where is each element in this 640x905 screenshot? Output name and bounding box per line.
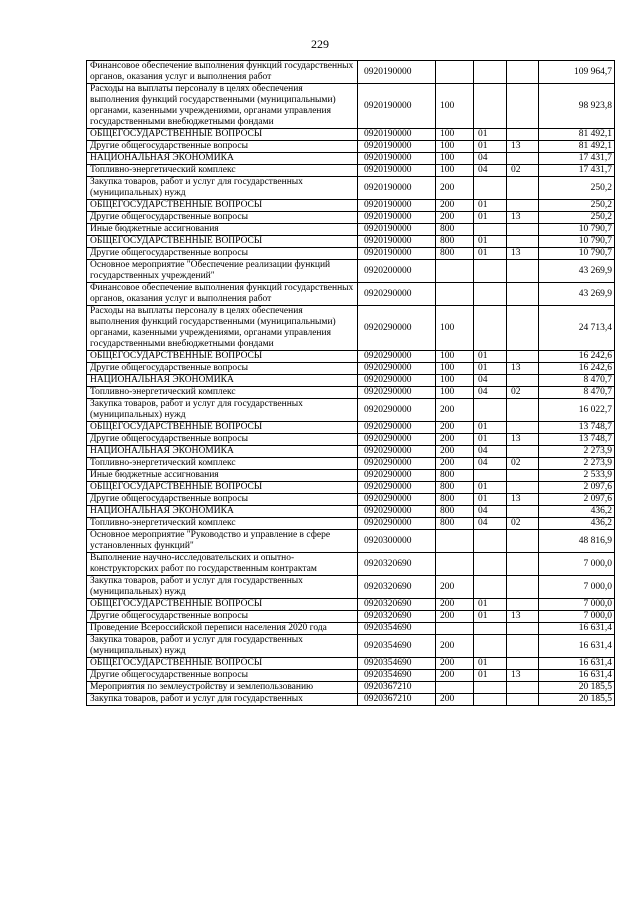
cell-name: Другие общегосударственные вопросы	[87, 670, 358, 682]
cell-subsection	[507, 399, 539, 422]
cell-subsection	[507, 260, 539, 283]
cell-section: 01	[474, 248, 507, 260]
cell-target-code: 0920290000	[358, 387, 436, 399]
cell-subsection: 13	[507, 434, 539, 446]
table-row	[87, 494, 615, 506]
cell-section: 01	[474, 351, 507, 363]
cell-expense-type	[436, 61, 474, 84]
cell-amount: 48 816,9	[539, 530, 615, 553]
cell-section: 04	[474, 387, 507, 399]
cell-expense-type: 800	[436, 494, 474, 506]
cell-expense-type: 100	[436, 387, 474, 399]
table-row	[87, 306, 615, 351]
cell-section: 01	[474, 363, 507, 375]
cell-expense-type: 200	[436, 212, 474, 224]
cell-section	[474, 682, 507, 694]
cell-section: 01	[474, 141, 507, 153]
cell-target-code: 0920190000	[358, 236, 436, 248]
table-row	[87, 399, 615, 422]
cell-name: Топливно-энергетический комплекс	[87, 518, 358, 530]
cell-target-code: 0920354690	[358, 670, 436, 682]
cell-name: Топливно-энергетический комплекс	[87, 387, 358, 399]
cell-name: Финансовое обеспечение выполнения функций государственных органов, оказания услуг и выполнения работ	[87, 283, 358, 306]
cell-target-code: 0920190000	[358, 165, 436, 177]
cell-target-code: 0920190000	[358, 84, 436, 129]
cell-target-code: 0920190000	[358, 212, 436, 224]
cell-expense-type	[436, 530, 474, 553]
cell-target-code: 0920290000	[358, 306, 436, 351]
cell-target-code: 0920190000	[358, 129, 436, 141]
table-row	[87, 351, 615, 363]
cell-name: Проведение Всероссийской переписи населения 2020 года	[87, 623, 358, 635]
cell-name: Закупка товаров, работ и услуг для государственных	[87, 694, 358, 706]
cell-target-code: 0920190000	[358, 177, 436, 200]
cell-subsection: 02	[507, 518, 539, 530]
table-row	[87, 224, 615, 236]
cell-section	[474, 470, 507, 482]
cell-section: 01	[474, 200, 507, 212]
table-row	[87, 506, 615, 518]
cell-amount: 13 748,7	[539, 422, 615, 434]
cell-target-code: 0920290000	[358, 494, 436, 506]
cell-expense-type: 200	[436, 434, 474, 446]
table-row	[87, 283, 615, 306]
cell-section: 01	[474, 422, 507, 434]
cell-expense-type: 200	[436, 635, 474, 658]
cell-expense-type: 200	[436, 200, 474, 212]
cell-section	[474, 224, 507, 236]
table-row	[87, 670, 615, 682]
cell-target-code: 0920290000	[358, 363, 436, 375]
cell-name: Расходы на выплаты персоналу в целях обеспечения выполнения функций государственными (муниципальными) органами, казенными учреждениями, органами управления государственными внебюджетными фондами	[87, 84, 358, 129]
cell-target-code: 0920290000	[358, 422, 436, 434]
cell-name: ОБЩЕГОСУДАРСТВЕННЫЕ ВОПРОСЫ	[87, 236, 358, 248]
table-row	[87, 599, 615, 611]
cell-subsection	[507, 576, 539, 599]
cell-name: Иные бюджетные ассигнования	[87, 470, 358, 482]
cell-target-code: 0920290000	[358, 434, 436, 446]
table-row	[87, 422, 615, 434]
cell-section: 04	[474, 446, 507, 458]
table-row	[87, 375, 615, 387]
cell-expense-type	[436, 682, 474, 694]
cell-name: Другие общегосударственные вопросы	[87, 212, 358, 224]
cell-expense-type: 800	[436, 470, 474, 482]
cell-section	[474, 399, 507, 422]
cell-target-code: 0920190000	[358, 224, 436, 236]
cell-amount: 20 185,5	[539, 694, 615, 706]
cell-target-code: 0920190000	[358, 141, 436, 153]
cell-target-code: 0920290000	[358, 470, 436, 482]
cell-target-code: 0920290000	[358, 482, 436, 494]
table-row	[87, 470, 615, 482]
cell-expense-type: 100	[436, 375, 474, 387]
cell-amount: 17 431,7	[539, 153, 615, 165]
table-row	[87, 200, 615, 212]
cell-subsection	[507, 351, 539, 363]
table-row	[87, 177, 615, 200]
cell-amount: 43 269,9	[539, 260, 615, 283]
cell-amount: 2 097,6	[539, 482, 615, 494]
table-row	[87, 260, 615, 283]
cell-expense-type	[436, 553, 474, 576]
cell-section: 01	[474, 611, 507, 623]
cell-subsection	[507, 177, 539, 200]
cell-name: Расходы на выплаты персоналу в целях обеспечения выполнения функций государственными (муниципальными) органами, казенными учреждениями, органами управления государственными внебюджетными фондами	[87, 306, 358, 351]
cell-expense-type: 800	[436, 236, 474, 248]
cell-amount: 20 185,5	[539, 682, 615, 694]
table-row	[87, 682, 615, 694]
cell-expense-type	[436, 623, 474, 635]
cell-subsection	[507, 375, 539, 387]
cell-amount: 8 470,7	[539, 375, 615, 387]
cell-expense-type	[436, 260, 474, 283]
table-row	[87, 248, 615, 260]
cell-subsection	[507, 682, 539, 694]
cell-expense-type: 100	[436, 363, 474, 375]
table-row	[87, 482, 615, 494]
cell-expense-type: 200	[436, 177, 474, 200]
cell-section: 04	[474, 375, 507, 387]
cell-section	[474, 61, 507, 84]
cell-section	[474, 283, 507, 306]
cell-subsection	[507, 623, 539, 635]
cell-section	[474, 694, 507, 706]
cell-amount: 2 533,9	[539, 470, 615, 482]
cell-expense-type: 100	[436, 84, 474, 129]
cell-expense-type: 200	[436, 658, 474, 670]
cell-amount: 16 631,4	[539, 623, 615, 635]
cell-amount: 436,2	[539, 506, 615, 518]
table-row	[87, 446, 615, 458]
cell-amount: 436,2	[539, 518, 615, 530]
table-row	[87, 434, 615, 446]
cell-section	[474, 553, 507, 576]
cell-target-code: 0920200000	[358, 260, 436, 283]
cell-subsection	[507, 84, 539, 129]
cell-section	[474, 635, 507, 658]
cell-section	[474, 306, 507, 351]
table-row	[87, 553, 615, 576]
cell-amount: 16 631,4	[539, 635, 615, 658]
cell-subsection	[507, 153, 539, 165]
cell-target-code: 0920367210	[358, 682, 436, 694]
cell-target-code: 0920354690	[358, 658, 436, 670]
cell-section	[474, 260, 507, 283]
cell-target-code: 0920190000	[358, 61, 436, 84]
cell-name: Другие общегосударственные вопросы	[87, 434, 358, 446]
table-row	[87, 611, 615, 623]
cell-name: Другие общегосударственные вопросы	[87, 363, 358, 375]
budget-table	[86, 60, 615, 706]
cell-section: 04	[474, 153, 507, 165]
cell-section: 01	[474, 658, 507, 670]
cell-subsection	[507, 482, 539, 494]
table-row	[87, 212, 615, 224]
cell-section: 01	[474, 599, 507, 611]
cell-name: Основное мероприятие "Руководство и управление в сфере установленных функций"	[87, 530, 358, 553]
table-row	[87, 694, 615, 706]
cell-subsection	[507, 599, 539, 611]
cell-subsection	[507, 422, 539, 434]
cell-target-code: 0920290000	[358, 458, 436, 470]
cell-target-code: 0920320690	[358, 611, 436, 623]
cell-expense-type: 200	[436, 611, 474, 623]
cell-section: 01	[474, 670, 507, 682]
cell-amount: 250,2	[539, 177, 615, 200]
cell-section: 04	[474, 165, 507, 177]
cell-expense-type: 100	[436, 306, 474, 351]
cell-section: 01	[474, 434, 507, 446]
cell-amount: 16 631,4	[539, 670, 615, 682]
cell-name: ОБЩЕГОСУДАРСТВЕННЫЕ ВОПРОСЫ	[87, 599, 358, 611]
cell-expense-type: 200	[436, 599, 474, 611]
cell-amount: 16 242,6	[539, 351, 615, 363]
table-row	[87, 658, 615, 670]
cell-name: Топливно-энергетический комплекс	[87, 165, 358, 177]
cell-target-code: 0920290000	[358, 375, 436, 387]
cell-section: 04	[474, 506, 507, 518]
cell-subsection	[507, 694, 539, 706]
cell-target-code: 0920320690	[358, 599, 436, 611]
cell-name: Другие общегосударственные вопросы	[87, 611, 358, 623]
cell-name: Иные бюджетные ассигнования	[87, 224, 358, 236]
cell-target-code: 0920354690	[358, 635, 436, 658]
cell-target-code: 0920320690	[358, 553, 436, 576]
cell-subsection	[507, 61, 539, 84]
cell-subsection	[507, 306, 539, 351]
cell-expense-type: 200	[436, 422, 474, 434]
cell-target-code: 0920190000	[358, 248, 436, 260]
cell-subsection: 13	[507, 363, 539, 375]
cell-subsection	[507, 553, 539, 576]
cell-amount: 7 000,0	[539, 611, 615, 623]
cell-expense-type: 800	[436, 224, 474, 236]
cell-expense-type: 800	[436, 518, 474, 530]
cell-target-code: 0920190000	[358, 153, 436, 165]
cell-subsection	[507, 236, 539, 248]
cell-amount: 10 790,7	[539, 224, 615, 236]
cell-name: Закупка товаров, работ и услуг для государственных (муниципальных) нужд	[87, 399, 358, 422]
cell-name: Закупка товаров, работ и услуг для государственных (муниципальных) нужд	[87, 576, 358, 599]
cell-expense-type: 800	[436, 248, 474, 260]
cell-amount: 16 242,6	[539, 363, 615, 375]
cell-subsection	[507, 658, 539, 670]
cell-expense-type: 100	[436, 141, 474, 153]
cell-subsection	[507, 530, 539, 553]
cell-subsection	[507, 506, 539, 518]
cell-subsection	[507, 200, 539, 212]
cell-amount: 81 492,1	[539, 141, 615, 153]
cell-amount: 250,2	[539, 212, 615, 224]
cell-expense-type: 200	[436, 446, 474, 458]
table-row	[87, 635, 615, 658]
cell-name: Закупка товаров, работ и услуг для государственных (муниципальных) нужд	[87, 635, 358, 658]
cell-amount: 13 748,7	[539, 434, 615, 446]
cell-target-code: 0920290000	[358, 283, 436, 306]
cell-amount: 16 022,7	[539, 399, 615, 422]
cell-target-code: 0920190000	[358, 200, 436, 212]
cell-subsection	[507, 129, 539, 141]
cell-subsection: 02	[507, 165, 539, 177]
cell-subsection: 02	[507, 458, 539, 470]
cell-expense-type: 100	[436, 351, 474, 363]
table-row	[87, 165, 615, 177]
cell-name: ОБЩЕГОСУДАРСТВЕННЫЕ ВОПРОСЫ	[87, 422, 358, 434]
cell-amount: 2 273,9	[539, 446, 615, 458]
table-row	[87, 518, 615, 530]
cell-subsection: 13	[507, 611, 539, 623]
table-row	[87, 530, 615, 553]
cell-name: НАЦИОНАЛЬНАЯ ЭКОНОМИКА	[87, 446, 358, 458]
cell-subsection: 13	[507, 212, 539, 224]
cell-name: Мероприятия по землеустройству и землепользованию	[87, 682, 358, 694]
cell-section: 01	[474, 129, 507, 141]
cell-name: Финансовое обеспечение выполнения функций государственных органов, оказания услуг и выполнения работ	[87, 61, 358, 84]
cell-amount: 10 790,7	[539, 248, 615, 260]
cell-amount: 8 470,7	[539, 387, 615, 399]
cell-expense-type: 200	[436, 458, 474, 470]
cell-expense-type: 200	[436, 399, 474, 422]
table-row	[87, 623, 615, 635]
cell-target-code: 0920367210	[358, 694, 436, 706]
table-row	[87, 129, 615, 141]
cell-amount: 7 000,0	[539, 599, 615, 611]
cell-amount: 109 964,7	[539, 61, 615, 84]
cell-name: ОБЩЕГОСУДАРСТВЕННЫЕ ВОПРОСЫ	[87, 658, 358, 670]
cell-name: НАЦИОНАЛЬНАЯ ЭКОНОМИКА	[87, 375, 358, 387]
cell-section: 01	[474, 212, 507, 224]
cell-subsection: 13	[507, 141, 539, 153]
cell-subsection: 02	[507, 387, 539, 399]
cell-name: ОБЩЕГОСУДАРСТВЕННЫЕ ВОПРОСЫ	[87, 129, 358, 141]
cell-section: 01	[474, 482, 507, 494]
cell-target-code: 0920290000	[358, 446, 436, 458]
cell-target-code: 0920290000	[358, 518, 436, 530]
cell-amount: 7 000,0	[539, 553, 615, 576]
cell-amount: 81 492,1	[539, 129, 615, 141]
cell-amount: 98 923,8	[539, 84, 615, 129]
cell-target-code: 0920290000	[358, 399, 436, 422]
table-row	[87, 236, 615, 248]
cell-subsection	[507, 470, 539, 482]
cell-target-code: 0920320690	[358, 576, 436, 599]
cell-expense-type: 100	[436, 129, 474, 141]
table-row	[87, 576, 615, 599]
cell-name: ОБЩЕГОСУДАРСТВЕННЫЕ ВОПРОСЫ	[87, 200, 358, 212]
cell-name: Другие общегосударственные вопросы	[87, 248, 358, 260]
cell-section: 04	[474, 518, 507, 530]
cell-expense-type	[436, 283, 474, 306]
cell-subsection: 13	[507, 670, 539, 682]
table-row	[87, 363, 615, 375]
cell-section	[474, 623, 507, 635]
cell-name: Топливно-энергетический комплекс	[87, 458, 358, 470]
cell-amount: 24 713,4	[539, 306, 615, 351]
cell-amount: 10 790,7	[539, 236, 615, 248]
page-number: 229	[311, 37, 329, 51]
cell-section	[474, 530, 507, 553]
cell-section	[474, 576, 507, 599]
cell-expense-type: 100	[436, 165, 474, 177]
cell-section: 01	[474, 494, 507, 506]
cell-subsection	[507, 224, 539, 236]
cell-amount: 7 000,0	[539, 576, 615, 599]
cell-subsection: 13	[507, 248, 539, 260]
cell-section: 01	[474, 236, 507, 248]
table-row	[87, 458, 615, 470]
cell-target-code: 0920290000	[358, 351, 436, 363]
cell-name: Другие общегосударственные вопросы	[87, 494, 358, 506]
cell-amount: 17 431,7	[539, 165, 615, 177]
cell-amount: 250,2	[539, 200, 615, 212]
cell-name: Основное мероприятие "Обеспечение реализации функций государственных учреждений"	[87, 260, 358, 283]
cell-name: Выполнение научно-исследовательских и опытно-конструкторских работ по государственным контрактам	[87, 553, 358, 576]
cell-section	[474, 177, 507, 200]
cell-amount: 43 269,9	[539, 283, 615, 306]
table-row	[87, 61, 615, 84]
cell-expense-type: 800	[436, 506, 474, 518]
cell-target-code: 0920354690	[358, 623, 436, 635]
table-row	[87, 84, 615, 129]
cell-name: ОБЩЕГОСУДАРСТВЕННЫЕ ВОПРОСЫ	[87, 351, 358, 363]
cell-expense-type: 200	[436, 576, 474, 599]
cell-expense-type: 200	[436, 694, 474, 706]
budget-table-body	[87, 61, 615, 706]
cell-subsection: 13	[507, 494, 539, 506]
cell-target-code: 0920300000	[358, 530, 436, 553]
cell-subsection	[507, 635, 539, 658]
cell-expense-type: 100	[436, 153, 474, 165]
cell-subsection	[507, 446, 539, 458]
cell-target-code: 0920290000	[358, 506, 436, 518]
cell-section: 04	[474, 458, 507, 470]
table-row	[87, 153, 615, 165]
cell-name: НАЦИОНАЛЬНАЯ ЭКОНОМИКА	[87, 153, 358, 165]
cell-name: ОБЩЕГОСУДАРСТВЕННЫЕ ВОПРОСЫ	[87, 482, 358, 494]
table-row	[87, 387, 615, 399]
cell-amount: 2 097,6	[539, 494, 615, 506]
cell-amount: 2 273,9	[539, 458, 615, 470]
cell-name: Другие общегосударственные вопросы	[87, 141, 358, 153]
cell-subsection	[507, 283, 539, 306]
cell-expense-type: 800	[436, 482, 474, 494]
cell-expense-type: 200	[436, 670, 474, 682]
cell-name: Закупка товаров, работ и услуг для государственных (муниципальных) нужд	[87, 177, 358, 200]
cell-section	[474, 84, 507, 129]
cell-amount: 16 631,4	[539, 658, 615, 670]
table-row	[87, 141, 615, 153]
cell-name: НАЦИОНАЛЬНАЯ ЭКОНОМИКА	[87, 506, 358, 518]
